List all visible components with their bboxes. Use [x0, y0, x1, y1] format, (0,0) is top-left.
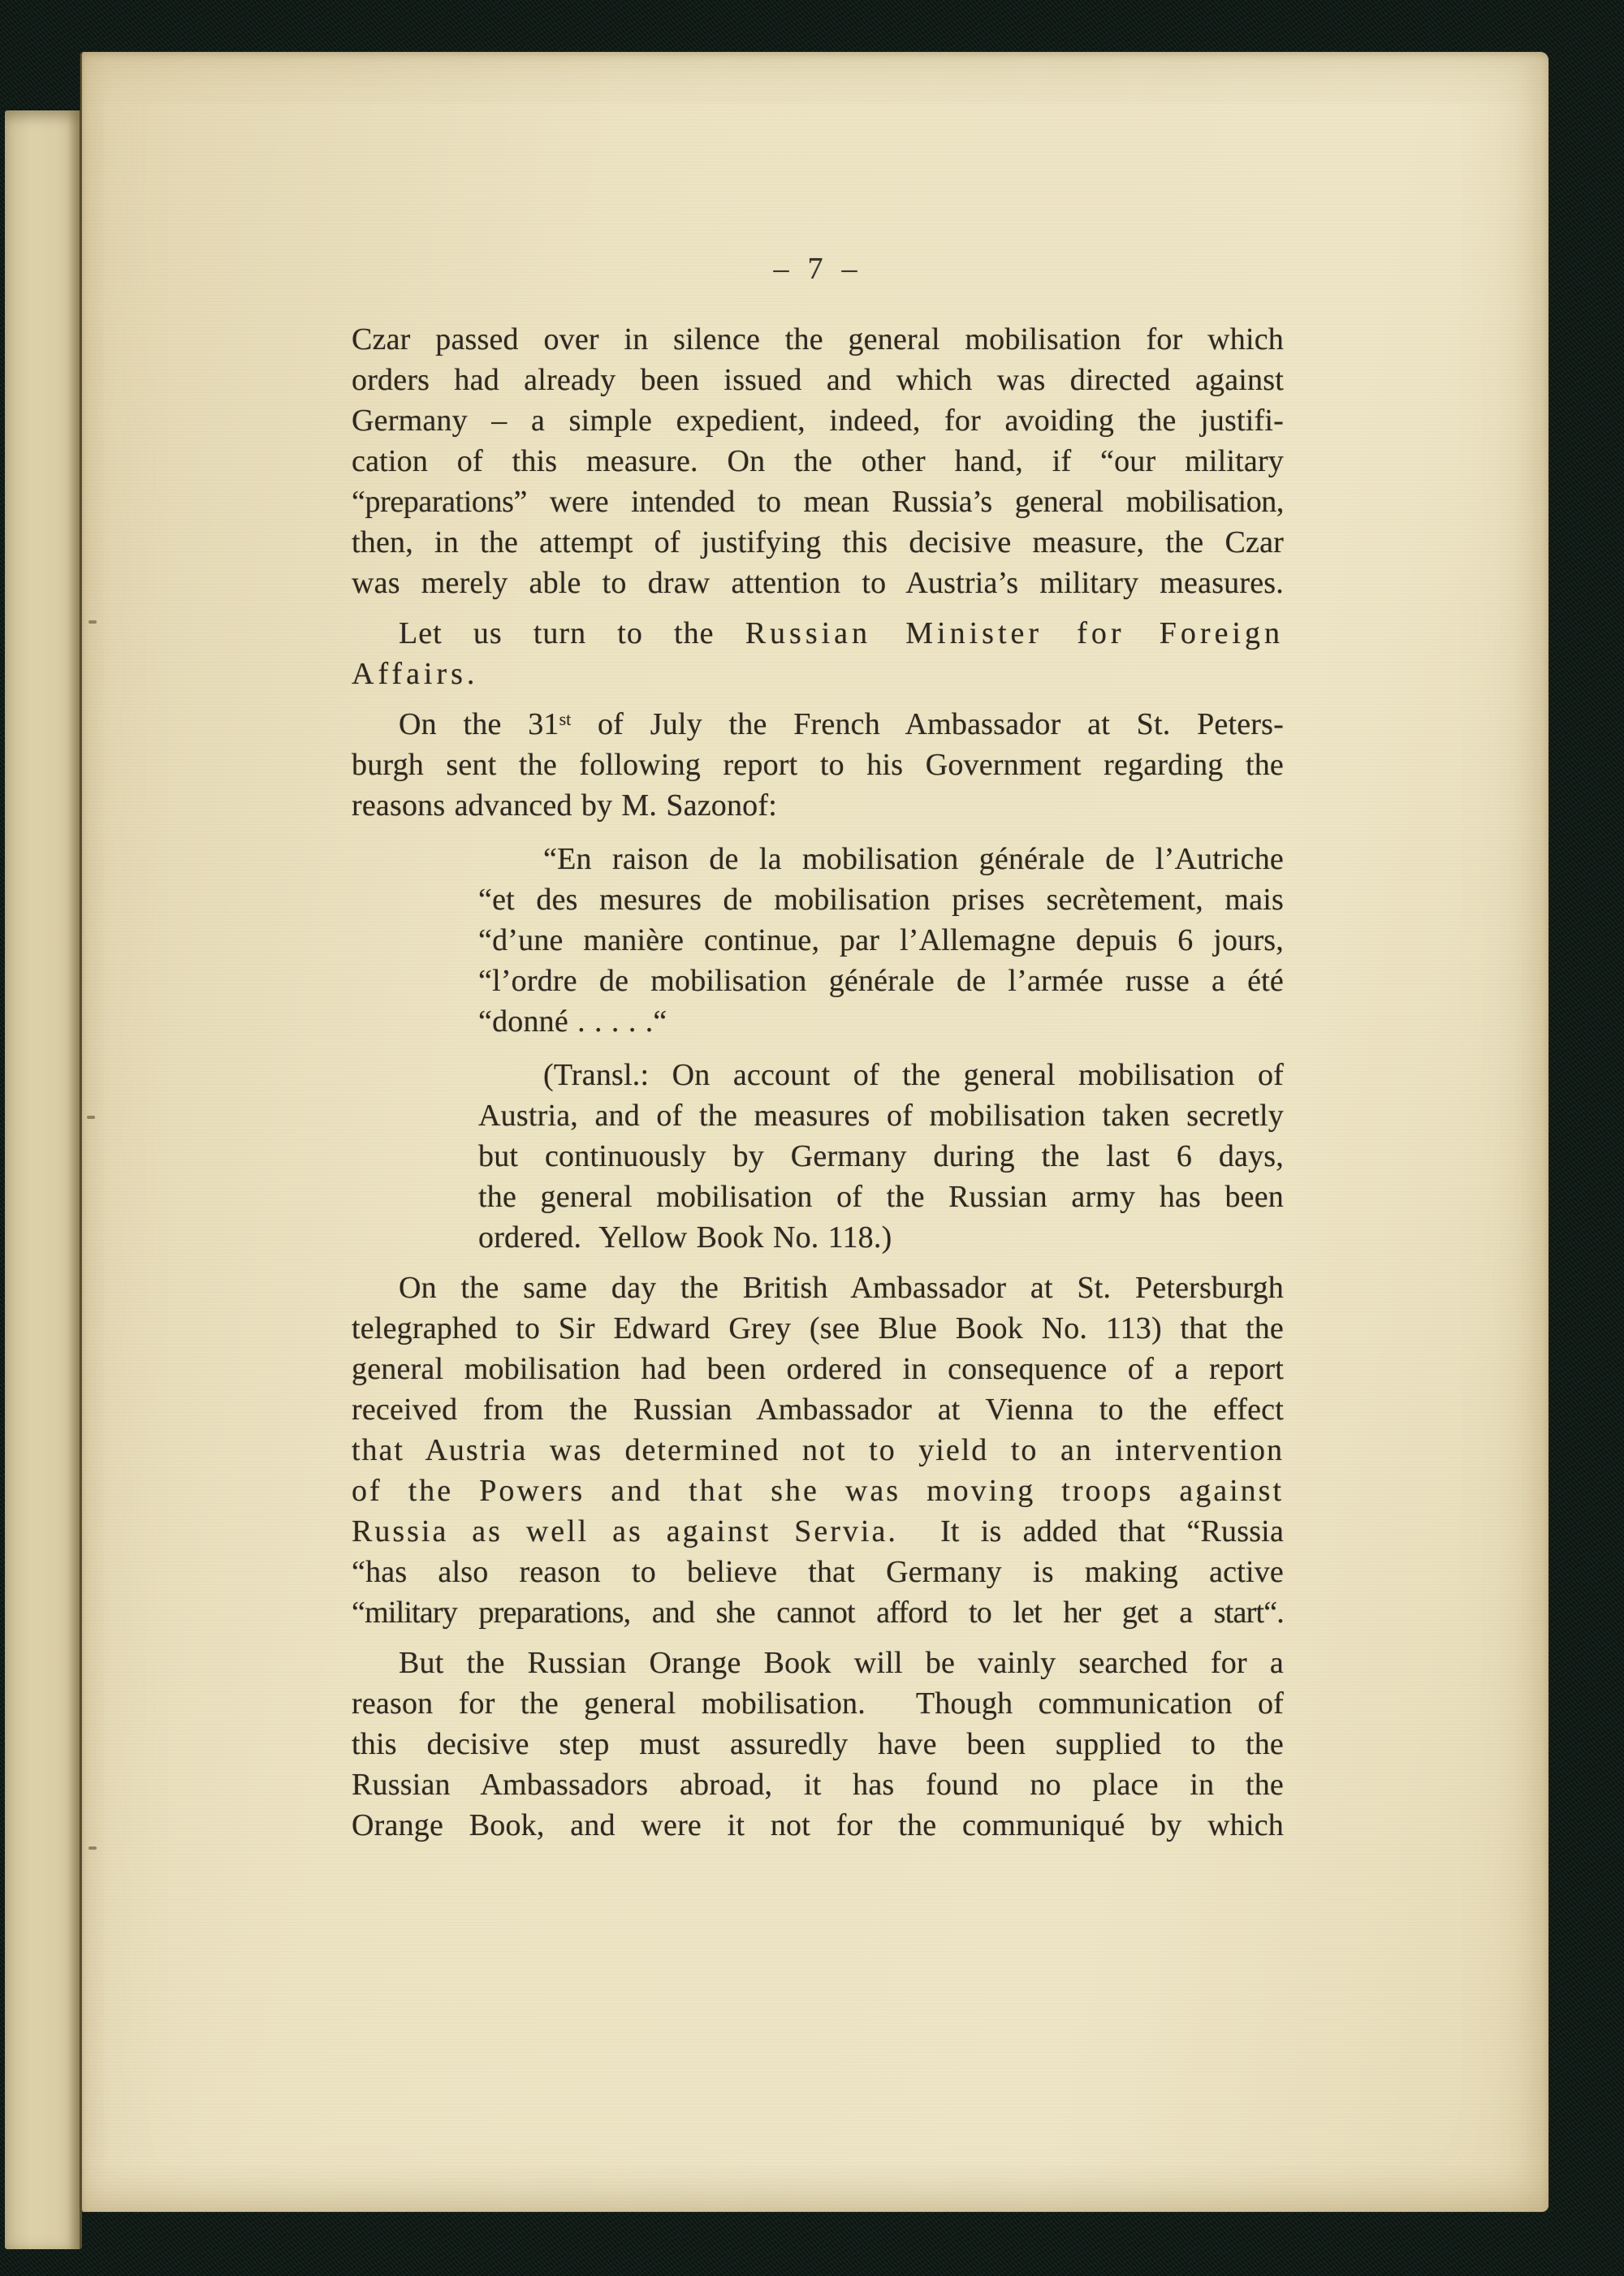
- text-segment: On the 31st of July the French Ambassador at St. Peters-: [399, 707, 1284, 741]
- text-line: [352, 441, 1284, 482]
- text-line: [478, 1177, 1284, 1217]
- text-segment: was merely able to draw attention to Austria’s military measures.: [352, 566, 1284, 600]
- text-segment: received from the Russian Ambassador at Vienna to the effect: [352, 1393, 1284, 1427]
- text-segment: this decisive step must assuredly have been supplied to the: [352, 1727, 1284, 1761]
- text-segment: then, in the attempt of justifying this decisive measure, the Czar: [352, 525, 1284, 559]
- text-line: [352, 1643, 1284, 1683]
- text-segment: of the Powers and that she was moving troops against: [352, 1474, 1284, 1508]
- text-line: [352, 400, 1284, 441]
- text-segment: Russian Ambassadors abroad, it has found no place in the: [352, 1768, 1284, 1802]
- text-segment: “d’une manière continue, par l’Allemagne depuis 6 jours,: [478, 923, 1284, 957]
- text-line: [352, 1724, 1284, 1764]
- opening-paragraph: [352, 319, 1284, 603]
- text-segment: “et des mesures de mobilisation prises secrètement, mais: [478, 883, 1284, 917]
- page-number: – 7 –: [773, 252, 862, 286]
- translation-block: [478, 1055, 1284, 1258]
- turn-to-russian-minister-paragraph: [352, 613, 1284, 694]
- text-segment: general mobilisation had been ordered in consequence of a report: [352, 1352, 1284, 1386]
- text-line: [352, 1764, 1284, 1805]
- orange-book-paragraph: [352, 1643, 1284, 1846]
- text-line: [478, 1095, 1284, 1136]
- text-segment: that Austria was determined not to yield to an intervention: [352, 1433, 1284, 1467]
- text-segment: “military preparations, and she cannot afford to let her get a start“.: [352, 1596, 1284, 1630]
- under-page-edge: [5, 110, 82, 2249]
- text-segment: Germany – a simple expedient, indeed, for avoiding the justifi-: [352, 404, 1284, 438]
- text-segment: reason for the general mobilisation. Though communication of: [352, 1686, 1284, 1721]
- text-line: [352, 522, 1284, 563]
- text-line: [352, 785, 1284, 826]
- text-line: [352, 482, 1284, 522]
- text-segment: On the same day the British Ambassador at St. Petersburgh: [399, 1271, 1284, 1305]
- text-segment: Russia as well as against Servia.: [352, 1514, 898, 1548]
- text-line: [352, 654, 1284, 694]
- text-segment: It is added that “Russia: [897, 1514, 1285, 1548]
- text-line: [478, 1136, 1284, 1177]
- text-line: [352, 745, 1284, 785]
- text-segment: “has also reason to believe that Germany is making active: [352, 1555, 1284, 1589]
- binding-stitch-mark: [87, 1116, 95, 1119]
- british-ambassador-paragraph: [352, 1268, 1284, 1633]
- text-line: [478, 920, 1284, 961]
- text-line: [478, 879, 1284, 920]
- text-segment: “preparations” were intended to mean Russia’s general mobilisation,: [352, 485, 1284, 519]
- text-line: [352, 1592, 1284, 1633]
- text-segment: telegraphed to Sir Edward Grey (see Blue Book No. 113) that the: [352, 1311, 1284, 1345]
- text-line: [352, 1430, 1284, 1471]
- text-segment: Orange Book, and were it not for the communiqué by which: [352, 1808, 1284, 1842]
- text-line: [352, 1805, 1284, 1846]
- text-segment: Affairs.: [352, 657, 479, 691]
- text-line: [352, 1683, 1284, 1724]
- text-line: [352, 1308, 1284, 1349]
- text-segment: cation of this measure. On the other hand, if “our military: [352, 444, 1284, 478]
- text-segment: reasons advanced by M. Sazonof:: [352, 788, 777, 823]
- text-segment: But the Russian Orange Book will be vainly searched for a: [399, 1646, 1284, 1680]
- text-line: [352, 1471, 1284, 1511]
- text-line: [352, 1268, 1284, 1308]
- text-line: [478, 1055, 1284, 1095]
- text-segment: Austria, and of the measures of mobilisation taken secretly: [478, 1099, 1284, 1133]
- text-segment: Russian Minister for Foreign: [745, 616, 1284, 650]
- text-line: [478, 839, 1284, 879]
- text-segment: Czar passed over in silence the general mobilisation for which: [352, 322, 1284, 356]
- binding-stitch-mark: [89, 1846, 97, 1850]
- text-line: [352, 563, 1284, 603]
- text-segment: “En raison de la mobilisation générale de l’Autriche: [543, 842, 1284, 876]
- french-quotation-block: [478, 839, 1284, 1042]
- text-line: [352, 360, 1284, 400]
- text-line: [352, 1349, 1284, 1389]
- text-line: [352, 1552, 1284, 1592]
- text-segment: “donné . . . . .“: [478, 1004, 667, 1039]
- text-line: [478, 961, 1284, 1001]
- text-segment: Let us turn to the: [399, 616, 745, 650]
- text-line: [352, 1511, 1284, 1552]
- text-line: [352, 613, 1284, 654]
- text-segment: the general mobilisation of the Russian army has been: [478, 1180, 1284, 1214]
- text-segment: “l’ordre de mobilisation générale de l’armée russe a été: [478, 964, 1284, 998]
- french-ambassador-report-intro-paragraph: [352, 704, 1284, 826]
- book-page: [80, 52, 1548, 2212]
- text-line: [352, 704, 1284, 745]
- text-segment: orders had already been issued and which was directed against: [352, 363, 1284, 397]
- text-segment: but continuously by Germany during the last 6 days,: [478, 1139, 1284, 1173]
- text-line: [478, 1001, 1284, 1042]
- text-segment: ordered. Yellow Book No. 118.): [478, 1220, 892, 1255]
- text-segment: (Transl.: On account of the general mobilisation of: [543, 1058, 1284, 1092]
- text-segment: burgh sent the following report to his Government regarding the: [352, 748, 1284, 782]
- text-line: [352, 1389, 1284, 1430]
- text-line: [478, 1217, 1284, 1258]
- text-line: [352, 319, 1284, 360]
- text-column: [352, 248, 1284, 1846]
- binding-stitch-mark: [89, 620, 97, 624]
